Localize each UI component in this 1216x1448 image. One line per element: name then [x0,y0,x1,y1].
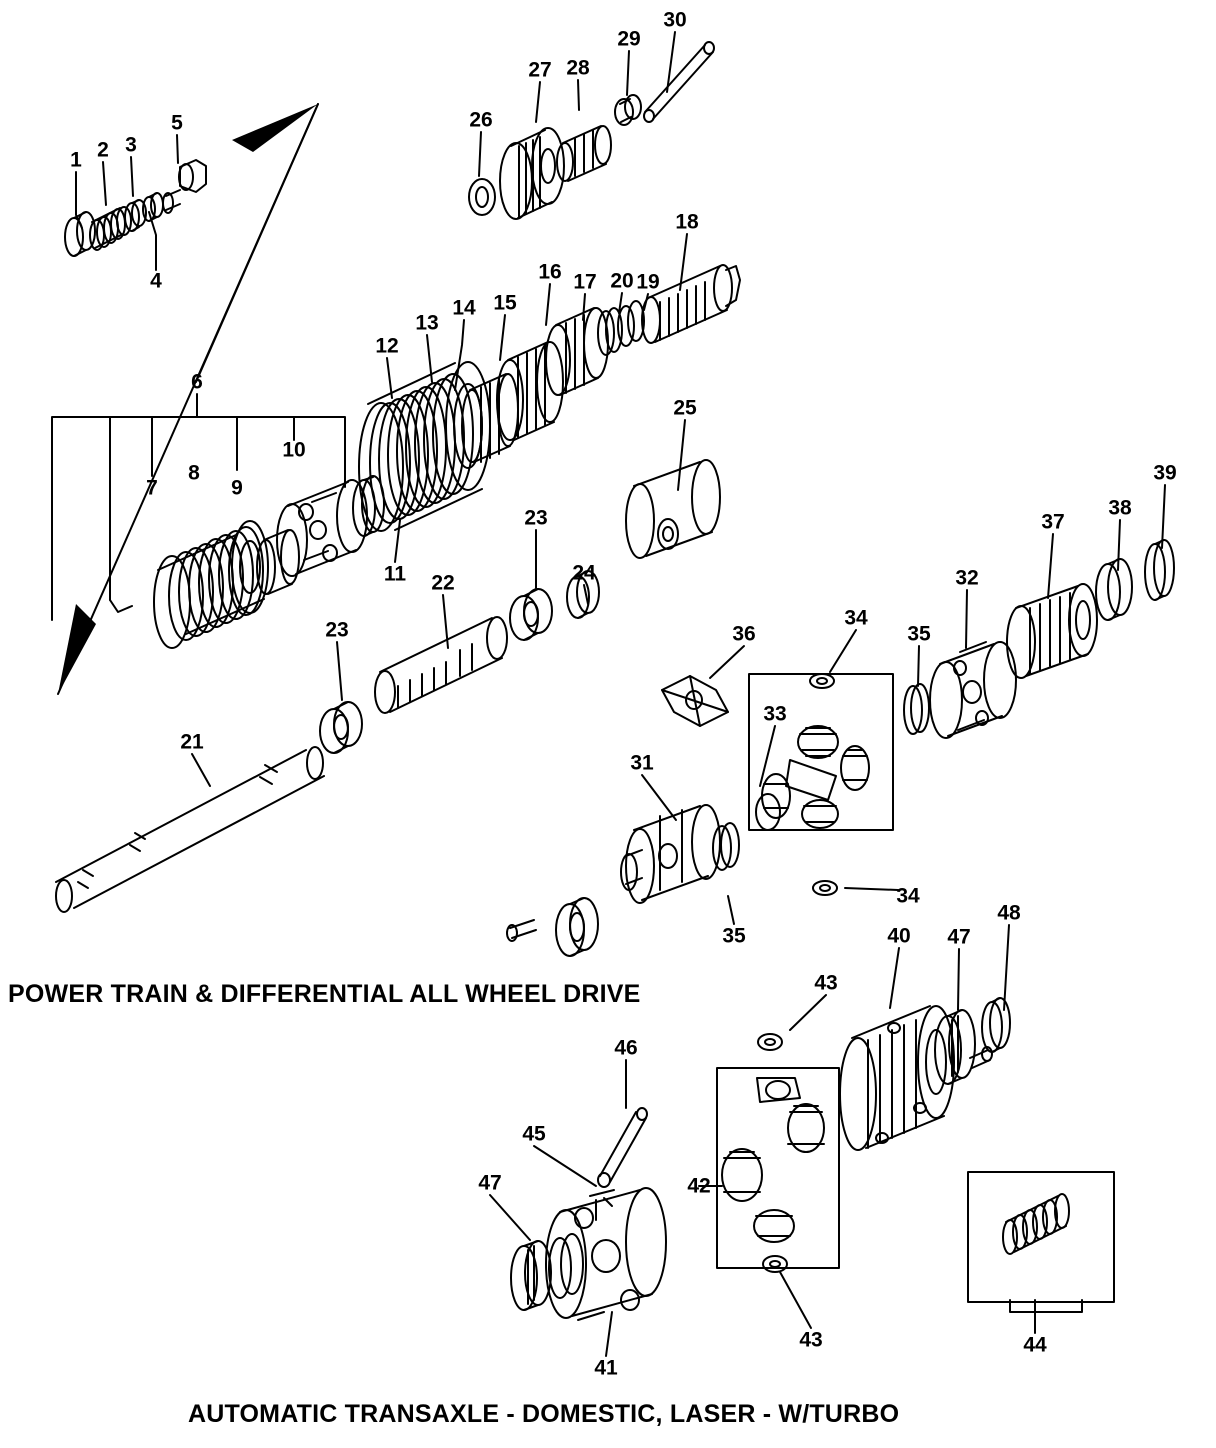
callout-number: 9 [231,476,243,500]
callout-number: 11 [383,562,407,586]
callout-number: 26 [469,108,493,132]
callout-number: 45 [522,1122,546,1146]
callout-number: 19 [636,270,660,294]
callout-number: 7 [146,476,158,500]
callout-number: 2 [97,138,109,162]
callout-number: 39 [1153,461,1177,485]
callout-number: 47 [478,1171,502,1195]
assembly-arrows [58,104,318,694]
callout-number: 47 [947,925,971,949]
diagram-title-bottom: AUTOMATIC TRANSAXLE - DOMESTIC, LASER - W/TURBO [188,1400,900,1428]
callout-number: 37 [1041,510,1065,534]
callout-number: 42 [687,1174,711,1198]
callout-number: 21 [180,730,204,754]
callout-number: 1 [70,148,82,172]
callout-number: 36 [732,622,756,646]
callout-number: 43 [799,1328,823,1352]
callout-number: 10 [282,438,306,462]
callout-number: 44 [1023,1333,1047,1357]
callout-number: 23 [325,618,349,642]
callout-number: 23 [524,506,548,530]
callout-number: 41 [594,1356,618,1380]
callout-number: 48 [997,901,1021,925]
callout-number: 16 [538,260,562,284]
callout-number: 31 [630,751,654,775]
callout-number: 32 [955,566,979,590]
part-group-31-39 [507,485,1174,956]
callout-number: 33 [763,702,787,726]
callout-number: 35 [907,622,931,646]
callout-number: 28 [566,56,590,80]
callout-number: 15 [493,291,517,315]
callout-number: 17 [573,270,597,294]
diagram-title-top: POWER TRAIN & DIFFERENTIAL ALL WHEEL DRIVE [8,980,641,1008]
callout-number: 29 [617,27,641,51]
callout-number: 43 [814,971,838,995]
callout-number: 27 [528,58,552,82]
callout-number: 38 [1108,496,1132,520]
callout-number: 8 [188,461,200,485]
callout-number: 40 [887,924,911,948]
callout-number: 34 [844,606,868,630]
callout-number: 13 [415,311,439,335]
callout-number: 4 [150,269,162,293]
callout-number: 22 [431,571,455,595]
callout-number: 25 [673,396,697,420]
callout-number: 18 [675,210,699,234]
callout-number: 3 [125,133,137,157]
part-group-6-11 [52,394,384,648]
callout-number: 24 [572,561,596,585]
callout-number: 30 [663,8,687,32]
callout-number: 12 [375,334,399,358]
callout-number: 5 [171,111,183,135]
callout-number: 34 [896,884,920,908]
callout-number: 14 [452,296,476,320]
callout-number: 35 [722,924,746,948]
part-group-26-30 [469,32,714,219]
callout-number: 46 [614,1036,638,1060]
callout-number: 6 [191,370,203,394]
callout-number: 20 [610,269,634,293]
